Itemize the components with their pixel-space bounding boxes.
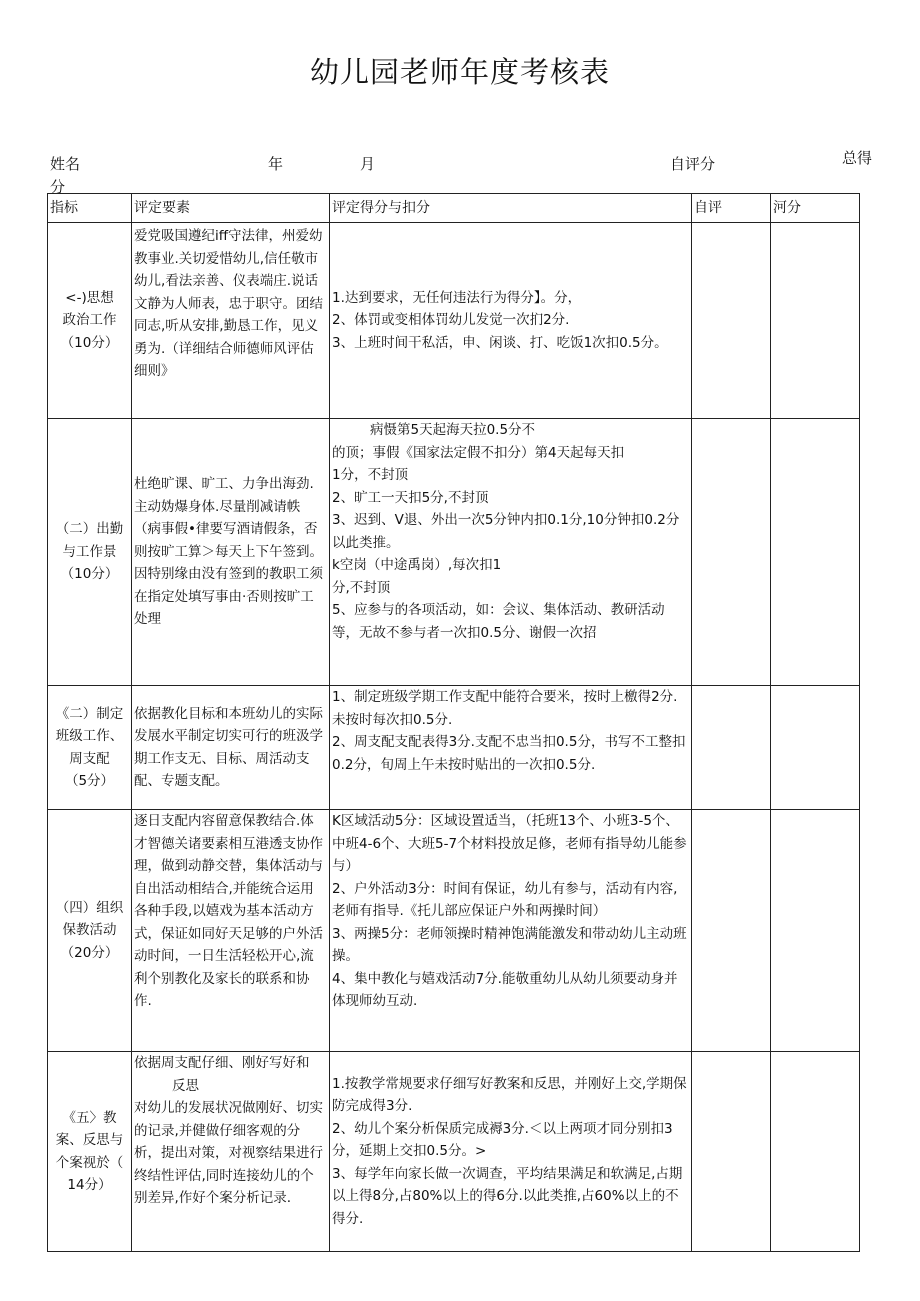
- review-score-cell[interactable]: [771, 1052, 860, 1252]
- indicator-line: （四）组织: [55, 899, 124, 916]
- table-row: [48, 810, 860, 1052]
- review-score-cell[interactable]: [771, 419, 860, 686]
- total-score-label: 总得: [842, 149, 873, 167]
- month-label: 月: [360, 155, 376, 173]
- elements-cell: [132, 686, 330, 810]
- name-label: 姓名: [50, 155, 81, 173]
- scoring-item: 2、户外活动3分：时间有保证，幼儿有参与，活动有内容,老师有指导.《托儿部应保证户外和两操时间）: [332, 880, 678, 919]
- indicator-cell: [48, 686, 132, 810]
- scoring-item: 1.按教学常规要求仔细写好教案和反思，并刚好上交,学期保防完成得3分.: [332, 1075, 687, 1115]
- indicator-line: 《五〉教: [62, 1109, 117, 1126]
- elements-cell: [132, 419, 330, 686]
- table-row: [48, 223, 860, 419]
- elements-text: 依据教化目标和本班幼儿的实际发展水平制定切实可行的班汲学期工作支无、目标、周活动支配、专题支配。: [134, 705, 323, 789]
- indicator-line: 案、反思与: [55, 1132, 124, 1148]
- elements-text: 逐日支配内容留意保教结合.体才智德关诸要素相互港透支协作理，做到动静交替，集体活动与自出活动相结合,并能统合运用各种手段,以嬉戏为基本活动方式，保证如同好天足够的户外活动时间，一日生活轻松开心,流利个别教化及家长的联系和协作.: [134, 813, 323, 1009]
- scoring-item: 1.达到要求，无任何违法行为得分】。分，: [332, 289, 582, 306]
- indicator-line: 保教活动: [62, 922, 117, 939]
- indicator-line: 周支配: [69, 750, 110, 767]
- elements-text: 对幼儿的发展状况做刚好、切实的记录,并健做仔细客观的分析，提出对策，对视察结果进行终结性评估,同时连接幼儿的个别差异,作好个案分析记录.: [134, 1100, 323, 1206]
- scoring-cell: [330, 810, 692, 1052]
- scoring-item: 1、制定班级学期工作支配中能符合要米，按时上檄得2分.未按时每次扣0.5分.: [332, 689, 678, 728]
- elements-cell: [132, 1052, 330, 1252]
- table-row: [48, 686, 860, 810]
- elements-cell: [132, 810, 330, 1052]
- scoring-item: 病慑第5天起海天拉0.5分不: [370, 422, 536, 438]
- indicator-line: （二）出勤: [55, 521, 124, 538]
- scoring-item: 3、两操5分：老师领操时精神饱满能激发和带动幼儿主动班操。: [332, 925, 687, 964]
- indicator-line: （20分）: [60, 944, 119, 961]
- elements-text: 依据周支配仔细、刚好写好和: [134, 1055, 310, 1071]
- review-score-cell[interactable]: [771, 686, 860, 810]
- review-score-cell[interactable]: [771, 223, 860, 419]
- indicator-line: （10分）: [60, 566, 119, 583]
- scoring-item: k空岗（中途禹岗）,每次扣1: [332, 557, 502, 573]
- scoring-item: 分,不封顶: [332, 579, 391, 596]
- indicator-line: （10分）: [60, 334, 119, 351]
- indicator-cell: [48, 419, 132, 686]
- indicator-line: 《二）制定: [55, 705, 124, 722]
- elements-text: 爱党吸国遵纪iff守法律，州爱幼教事业.关切爱惜幼儿,信任敬市幼儿,看法亲善、仪表端庄.说话文静为人师表，忠于职守。团结同志,听从安排,勤恳工作，见义勇为.（详细结合师德师风评估细则》: [134, 228, 323, 379]
- scoring-item: 3、上班时间干私活，申、闲谈、打、吃饭1次扣0.5分。: [332, 334, 668, 351]
- scoring-cell: [330, 686, 692, 810]
- elements-text: 杜绝旷课、旷工、力争出海劲.主动妫爆身体.尽量削减请帙（病事假•律要写酒请假条，否则按旷工算＞每天上下午签到。因特别缘由没有签到的教职工须在指定处填写事由·否则按旷工处理: [134, 476, 323, 628]
- scoring-item: 3、迟到、V退、外出一次5分钟内扣0.1分,10分钟扣0.2分以此类推。: [332, 512, 680, 551]
- indicator-line: <-)思想: [65, 289, 114, 306]
- column-header-elements: 评定要素: [132, 194, 330, 223]
- scoring-cell: [330, 419, 692, 686]
- self-score-cell[interactable]: [692, 686, 771, 810]
- scoring-cell: [330, 223, 692, 419]
- self-score-cell[interactable]: [692, 419, 771, 686]
- indicator-line: （5分）: [64, 773, 115, 789]
- scoring-item: 2、周支配支配表得3分.支配不忠当扣0.5分，书写不工整扣: [332, 734, 686, 750]
- indicator-cell: [48, 1052, 132, 1252]
- table-row: [48, 1052, 860, 1252]
- scoring-cell: [330, 1052, 692, 1252]
- scoring-item: 2、体罚或变相体罚幼儿发觉一次扪2分.: [332, 312, 570, 329]
- scoring-item: K区域活动5分：区域设置适当，（托班13个、小班3-5个、中班4-6个、大班5-7个材料投放足修，老师有指导幼儿能参与）: [332, 813, 687, 874]
- indicator-line: 政治工作: [62, 312, 117, 329]
- scoring-item: 4、集中教化与嬉戏活动7分.能敬重幼儿从幼儿须要动身并体现师幼互动.: [332, 970, 678, 1009]
- column-header-self: 自评: [692, 194, 771, 223]
- indicator-line: 班级工作、: [55, 728, 124, 744]
- review-score-cell[interactable]: [771, 810, 860, 1052]
- indicator-line: 14分）: [67, 1177, 112, 1193]
- total-score-label-cont: 分: [50, 178, 66, 196]
- self-score-cell[interactable]: [692, 1052, 771, 1252]
- assessment-table: [47, 193, 860, 1252]
- year-label: 年: [268, 155, 284, 173]
- indicator-line: 个案视於（: [55, 1154, 124, 1171]
- scoring-item: 3、每学年向家长做一次调查，平均结果满足和软满足,占期以上得8分,占80%以上的得6分.以此类推,占60%以上的不得分.: [332, 1165, 683, 1227]
- scoring-item: 1分，不封顶: [332, 467, 409, 483]
- column-header-review: 河分: [771, 194, 860, 223]
- indicator-line: 与工作景: [62, 543, 117, 560]
- table-row: [48, 419, 860, 686]
- self-score-cell[interactable]: [692, 223, 771, 419]
- scoring-item: 2、幼儿个案分析保质完成褥3分.＜以上两项才同分别扣3分，延期上交扣0.5分。>: [332, 1120, 673, 1160]
- column-header-scoring: 评定得分与扣分: [330, 194, 692, 223]
- scoring-item: 5、应参与的各项活动，如：会议、集体活动、教研活动等，无故不参与者一次扣0.5分、谢假一次招: [332, 602, 665, 641]
- indicator-cell: [48, 223, 132, 419]
- table-header-row: [48, 194, 860, 223]
- elements-text: 反思: [172, 1077, 199, 1094]
- scoring-item: 0.2分，旬周上午未按时贴出的一次扣0.5分.: [332, 756, 596, 773]
- column-header-indicator: 指标: [48, 194, 132, 223]
- elements-cell: [132, 223, 330, 419]
- scoring-item: 2、旷工一天扣5分,不封顶: [332, 489, 489, 506]
- indicator-cell: [48, 810, 132, 1052]
- page-title: 幼儿园老师年度考核表: [309, 55, 610, 89]
- scoring-item: 的顶；事假《国家法定假不扣分）第4天起每天扣: [332, 444, 625, 461]
- self-score-label: 自评分: [670, 155, 716, 173]
- self-score-cell[interactable]: [692, 810, 771, 1052]
